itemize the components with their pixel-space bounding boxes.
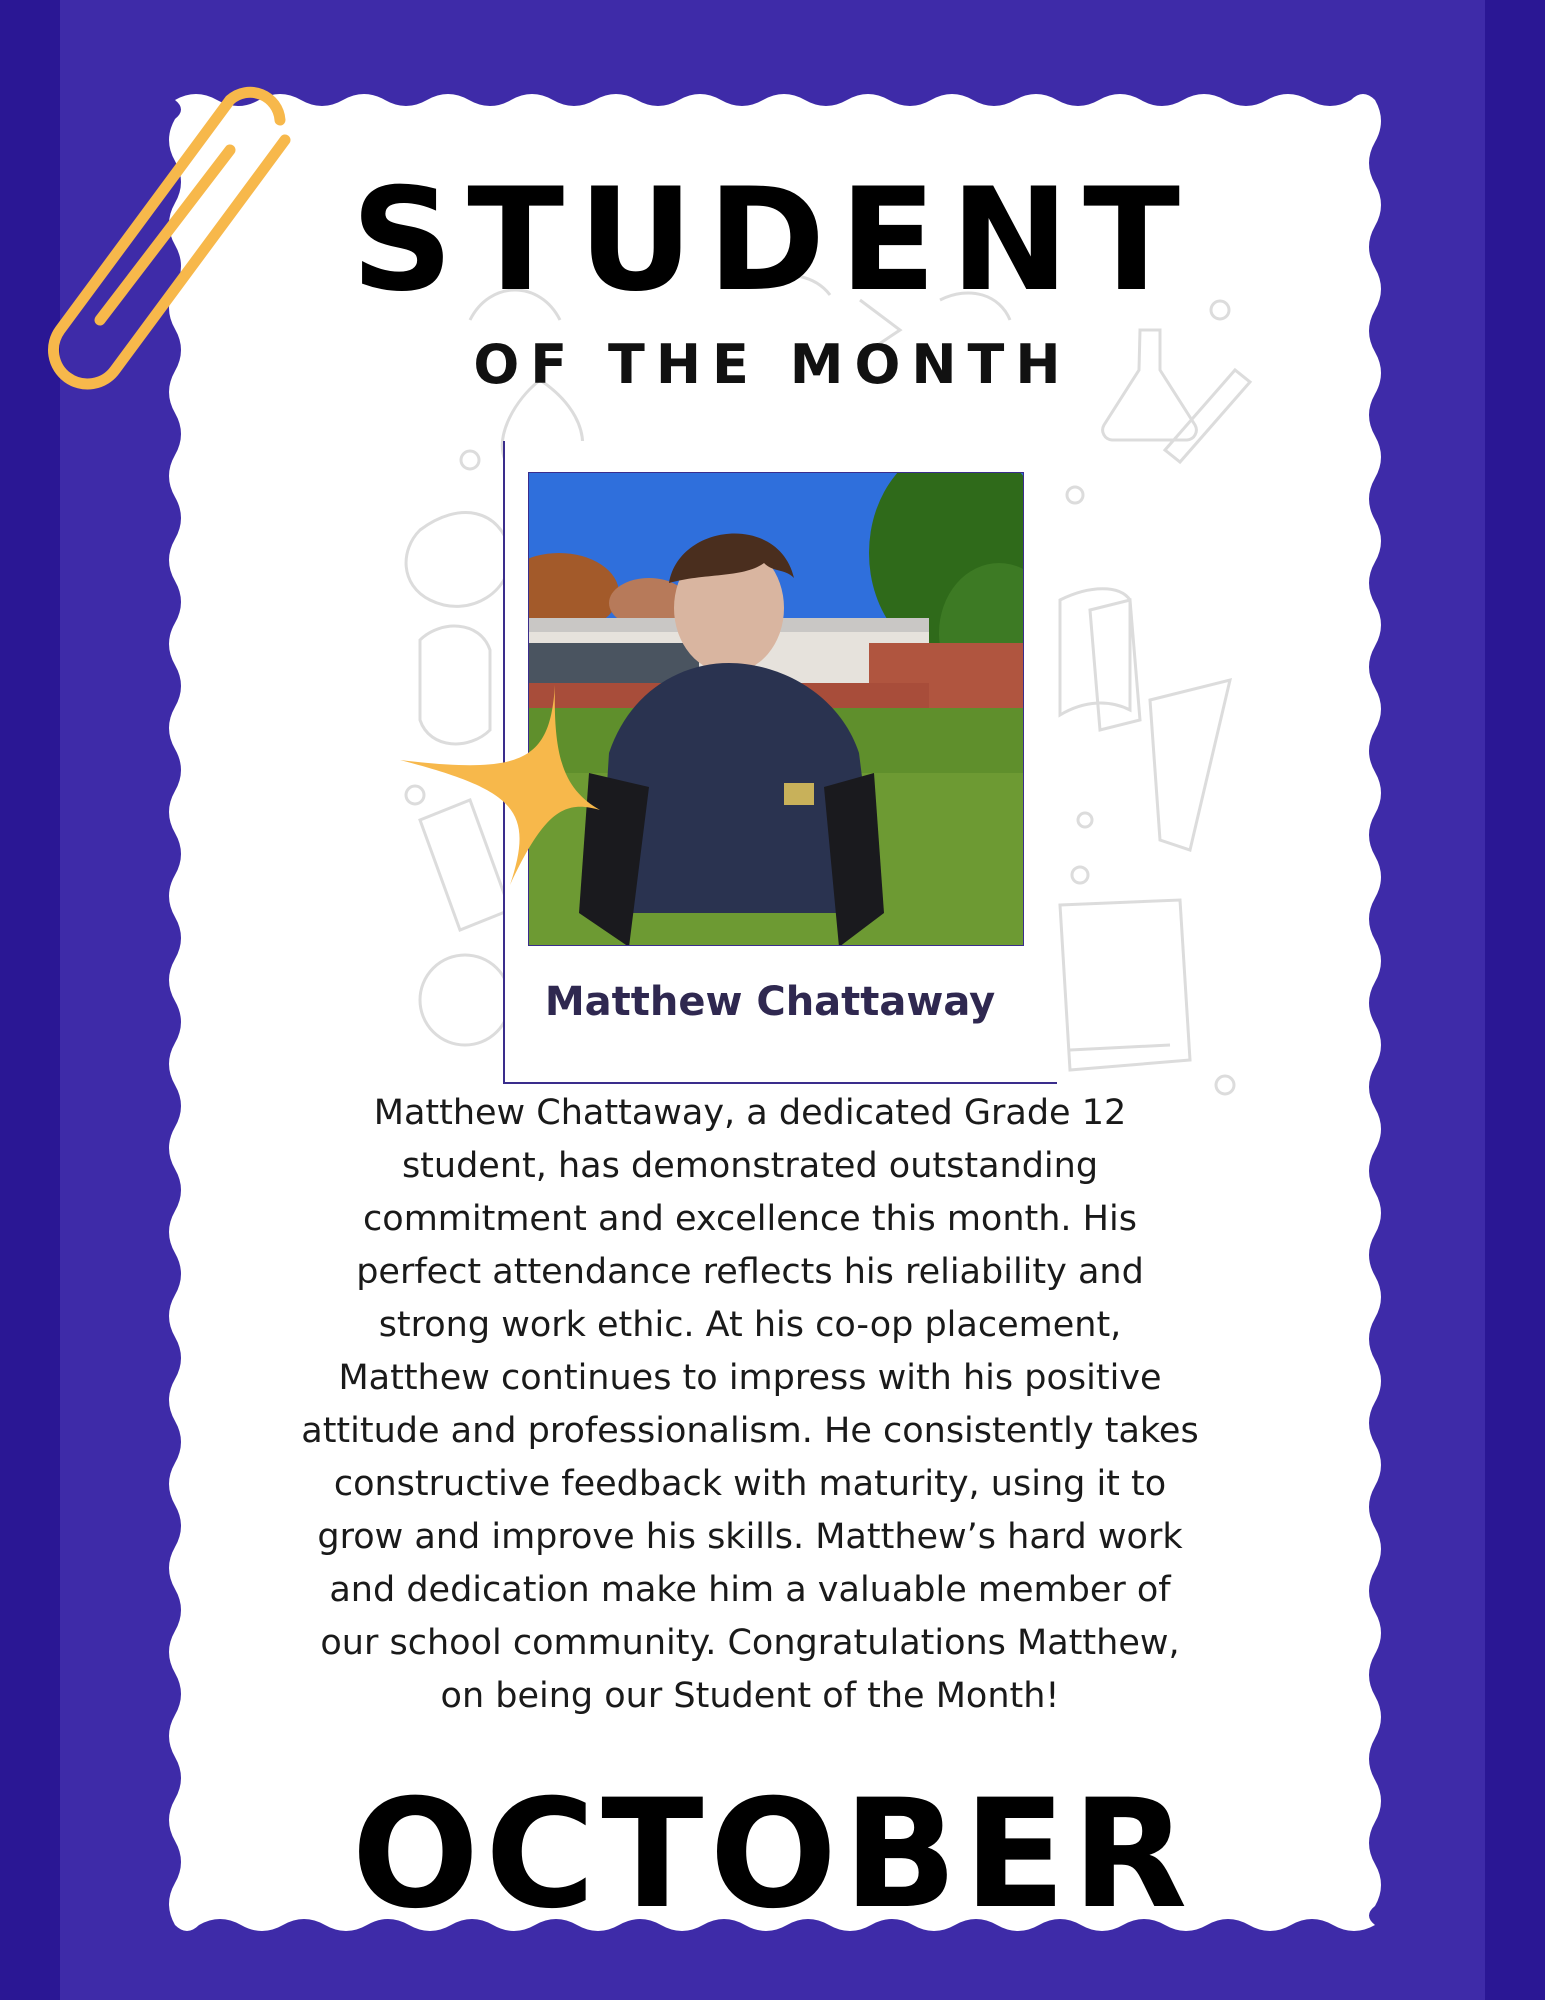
title-of-the-month: OF THE MONTH bbox=[473, 333, 1072, 396]
student-bio: Matthew Chattaway, a dedicated Grade 12 student, has demonstrated outstanding commitment and excellence this month. His perfect attendance reflects his reliability and strong work ethic. At his co-op placement, Matthew continues to impress with his positive attitude and professionalism. He consistently takes constructive feedback with maturity, using it to grow and improve his skills. Matthew’s hard work and dedication make him a valuable member of our school community. Congratulations Matthew, on being our Student of the Month! bbox=[301, 1093, 1199, 1716]
title-student: STUDENT bbox=[350, 158, 1194, 323]
month-label: OCTOBER bbox=[351, 1768, 1194, 1942]
sparkle-icon bbox=[395, 680, 615, 890]
student-name: Matthew Chattaway bbox=[544, 979, 996, 1025]
